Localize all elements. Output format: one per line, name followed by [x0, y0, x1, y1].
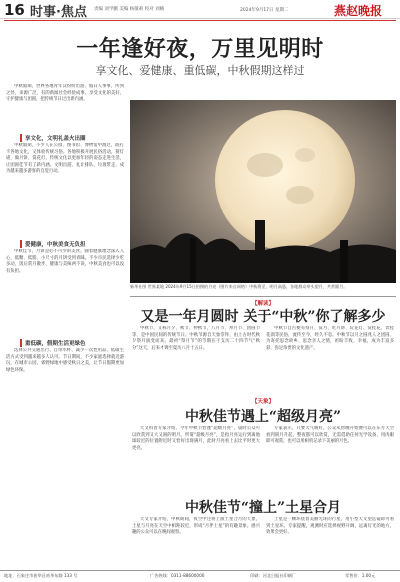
article2-text-a: 天文科普专家介绍，今年中秋节恰逢“超级月亮”，届时公众可以欣赏到又大又圆的明月。所谓“超级月亮”，是指月亮运行到离地球较近的位置附近时又恰好出现满月，此时月亮看上去比平时更大更亮。 — [132, 426, 260, 451]
caption-rule — [130, 296, 396, 297]
box3-text: 选择公共交通出行、自带水杯、减少一次性用品，低碳生活方式受到越来越多人认可。节日期间，不少家庭选择就近游玩，在城市公园、郊野绿地中感受秋日之美，让节日假期更加绿色环保。 — [6, 348, 124, 373]
box2-text: 中秋佳节，月饼是必不可少的美食。随着健康理念深入人心，低糖、低脂、小尺寸的月饼受到青睐。不少市民选择少吃多动，饭后赏月散步，健康与美味两不误，中秋美食也可以没有负担。 — [6, 249, 124, 274]
main-headline: 一年逢好夜，万里见明时 — [76, 36, 324, 62]
article2-title: 中秋佳节遇上“超级月亮” — [184, 409, 342, 425]
article1-text-a: 中秋节，又称月夕、秋节、仲秋节、八月节、拜月节、团圆节等，是中国民间的传统节日。中秋节源自天象崇拜，由上古时代秋夕祭月演变而来。最初“祭月节”的节期在干支历二十四节气“秋分”这天，后来才调至夏历八月十五日。 — [132, 326, 260, 351]
box1-text: 中秋假期，不少人在公园、图书馆、博物馆中渡过，既打卡各地文化，又体验传统习俗。各地积极开展民俗活动，猜灯谜、做月饼、赏花灯，传统文化以更加年轻的姿态走进生活，让团圆佳节有了新内涵。文明出游、礼让排队、垃圾带走，成为越来越多游客的自觉行动。 — [6, 143, 124, 175]
article1-kicker: 【解读】 — [251, 301, 274, 307]
photo-caption: 新华社图 世界某地 2024年9月15日拍摄的月亮（图片来自网络）中秋将至，明月高悬，各地群众举头望月、共赏圆月。 — [130, 284, 348, 289]
page-header — [0, 0, 400, 19]
editors-line: 责编 刘学鹏 美编 杨敏莉 校对 刘楠 — [94, 7, 165, 12]
sub-headline: 享文化、爱健康、重低碳，中秋假期这样过 — [95, 64, 305, 77]
newspaper-logo: 燕赵晚报 — [334, 4, 383, 18]
moon-photo-image — [130, 100, 396, 283]
header-rule — [4, 20, 396, 21]
section-name: 时事·焦点 — [30, 5, 87, 20]
page-footer — [0, 570, 400, 582]
issue-date: 2024年9月17日 星期二 — [240, 8, 289, 13]
footer-price: 零售价：1.00元 — [345, 573, 376, 578]
box1-title: 享文化，文明礼盖火出圈 — [20, 134, 86, 142]
box2-title: 爱健康，中秋美食无负担 — [20, 240, 86, 248]
article2-kicker: 【天象】 — [251, 399, 274, 405]
article2-text-b: 专家表示，只要天气晴好，公众从傍晚开始便可以在东方天空看到圆月升起，整夜都可以欣赏，无需借助任何光学设备，用肉眼即可观赏，也可以用相机记录下美丽的月色。 — [266, 426, 394, 445]
footer-ad-phone: 广告热线：0311-88600000 — [150, 573, 205, 578]
box3-title: 重低碳，假期生活更绿色 — [20, 339, 86, 347]
footer-address: 地址：石家庄市裕华区裕华东路 133 号 — [4, 573, 78, 578]
article3-text-a: 天文专家介绍，中秋期间，夜空中还将上演土星合月的天象，土星与月亮在天空中相距较近，形成“月伴土星”的有趣景象。感兴趣的公众可以在晚间观察。 — [132, 517, 260, 536]
lead-paragraph: 中秋假期，世界各地青年汉纷纷出游，假日人事事，所到之处，来源广泛，有的新闻社会经验成事。享受文化的美好，守护健康与团圆，把传统节日过出新内涵。 — [6, 84, 124, 103]
article3-text-b: 土星是一颗环绕着美丽光环的行星，用小型天文望远镜即可看到土星环。专家提醒，观测时应选择视野开阔、远离灯光的地方，效果会更好。 — [266, 517, 394, 536]
moon-photo — [130, 100, 396, 283]
footer-print: 印刷：河北日报社印刷厂 — [250, 573, 297, 578]
article3-title: 中秋佳节“撞上”土星合月 — [184, 500, 342, 516]
page-number: 16 — [4, 1, 25, 19]
article1-text-b: 中秋节自古便有祭月、赏月、吃月饼、玩花灯、赏桂花、饮桂花酒等民俗，流传至今，经久不息。中秋节以月之圆兆人之团圆，为寄托思念故乡、思念亲人之情，祈盼丰收、幸福，成为丰富多彩、弥足珍贵的文化遗产。 — [266, 326, 394, 351]
article1-title: 又是一年月圆时 关于“中秋”你了解多少 — [140, 309, 386, 325]
